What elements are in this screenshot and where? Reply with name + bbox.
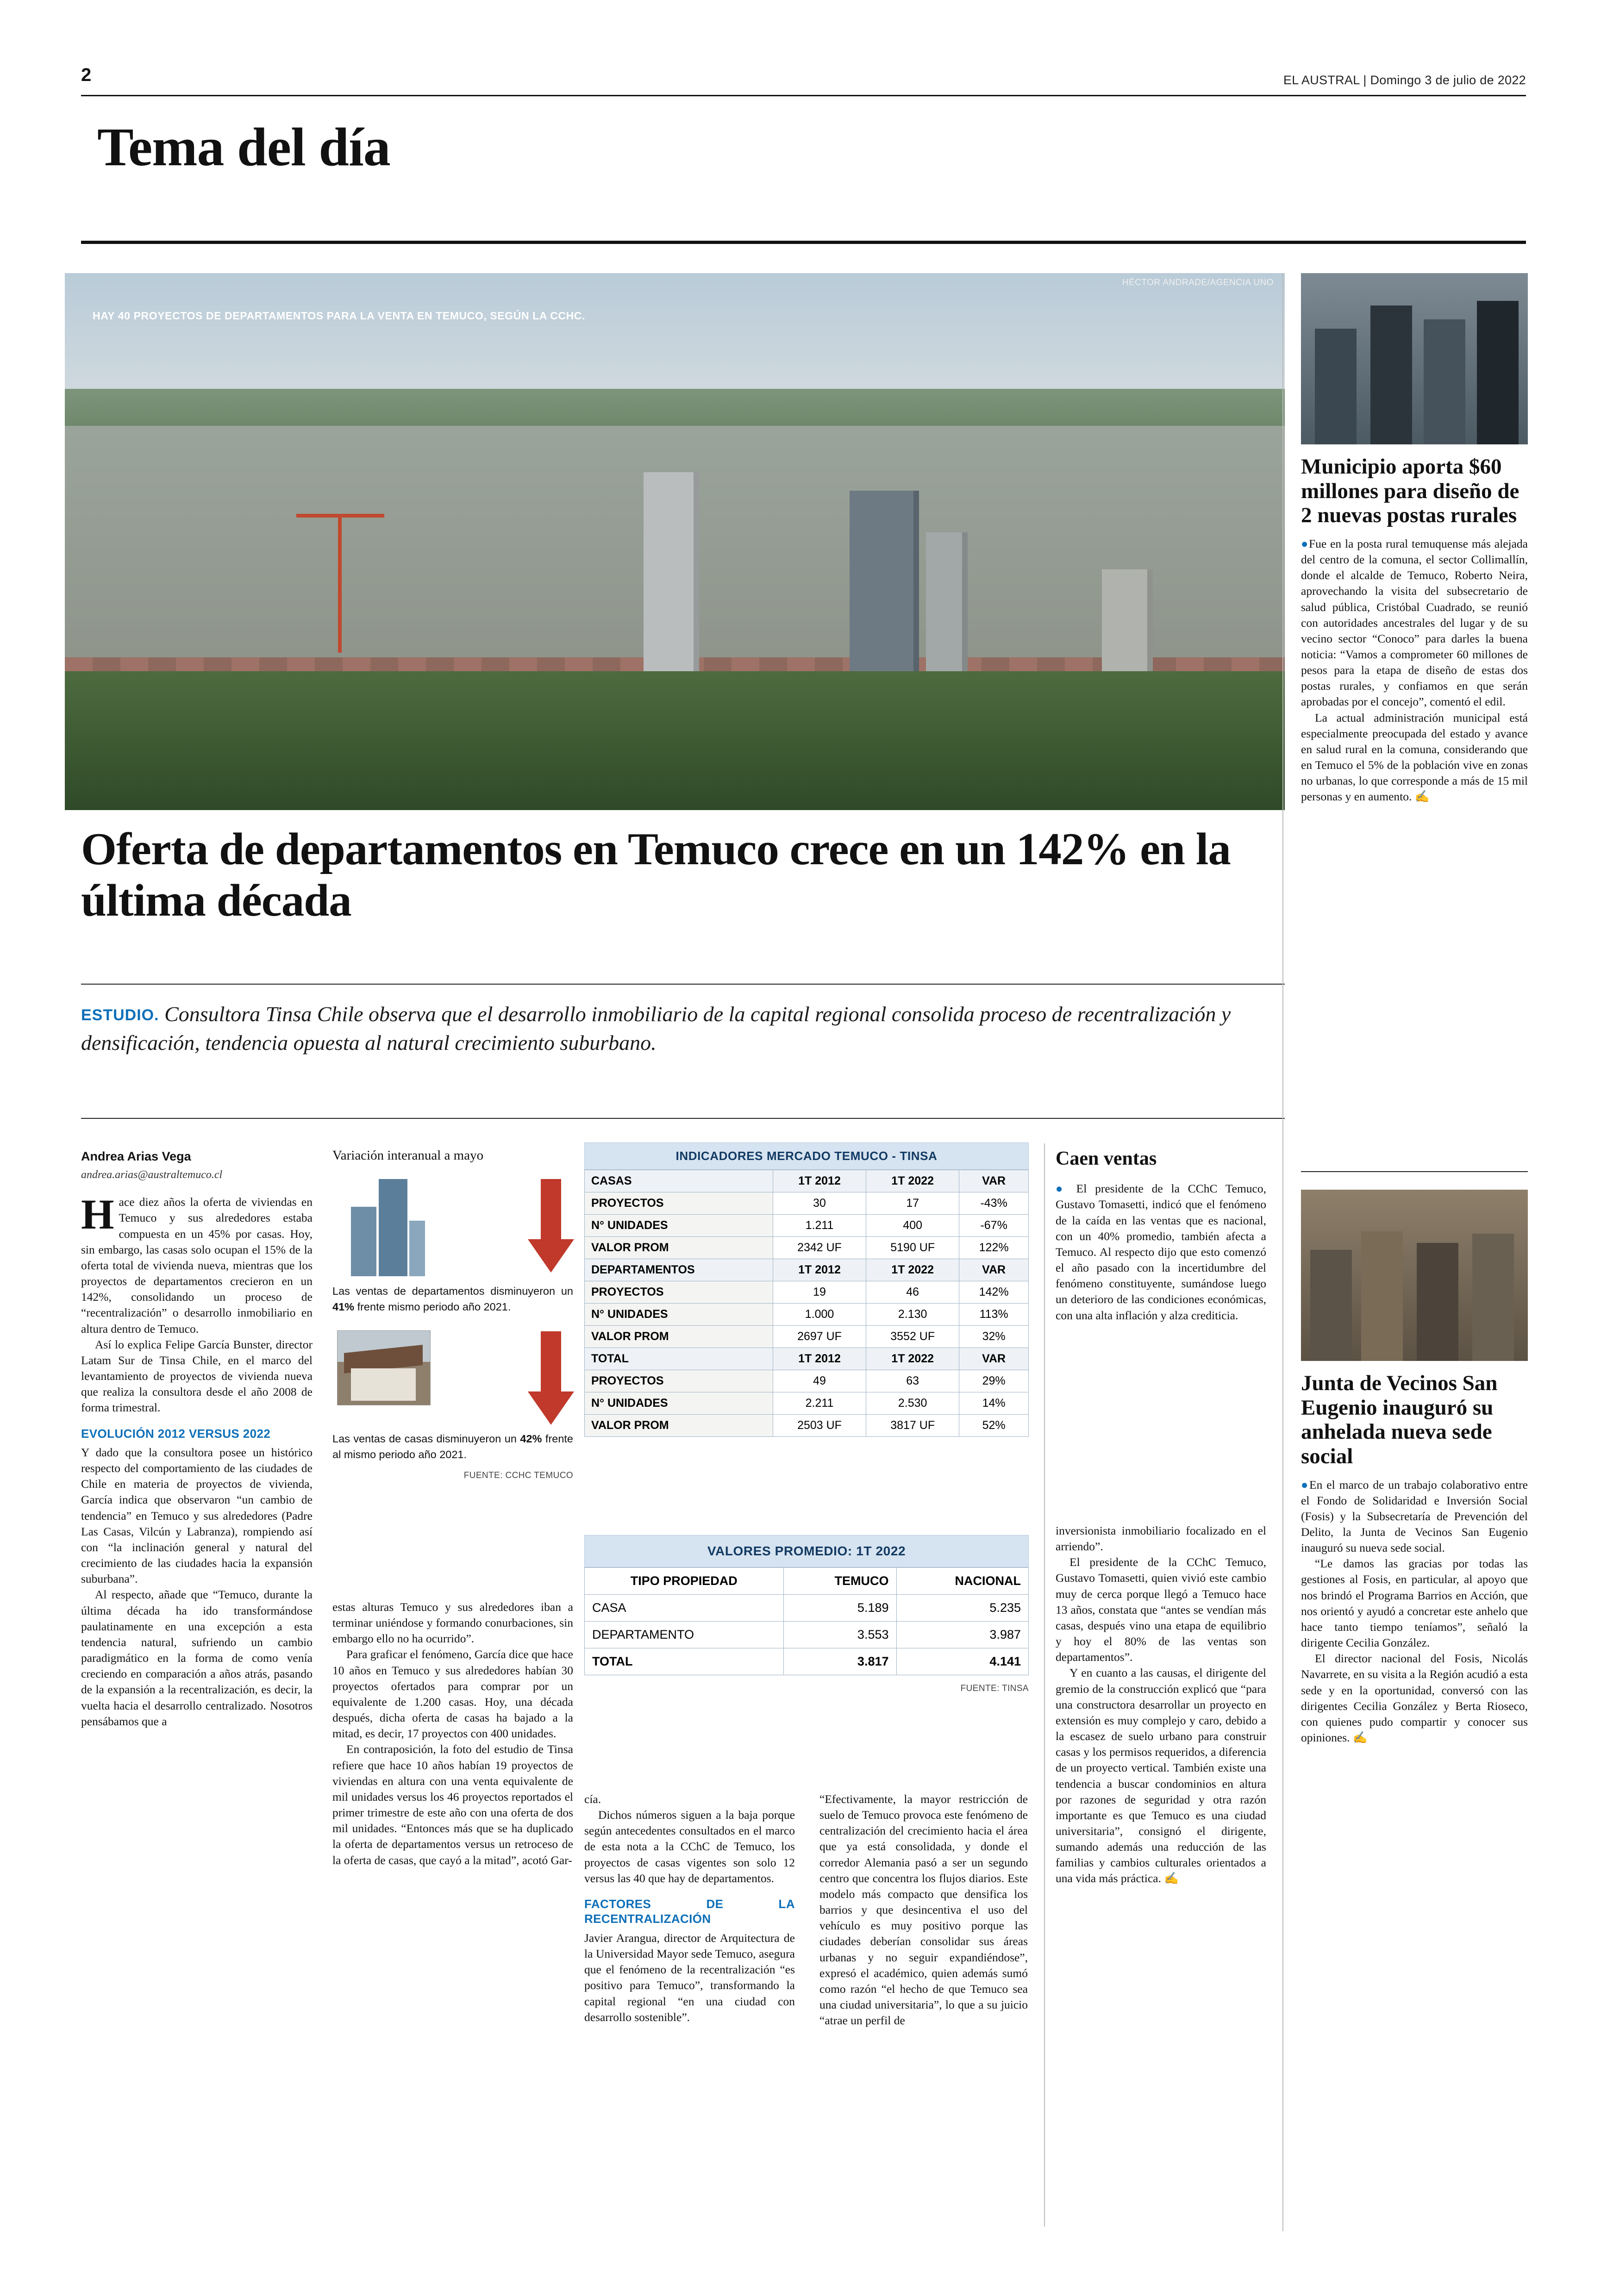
article-headline: Oferta de departamentos en Temuco crece en un 142% en la última década — [81, 824, 1231, 926]
table-header-row — [585, 1259, 1029, 1281]
column-header: VAR — [959, 1170, 1029, 1192]
article-column-5b — [1056, 1523, 1266, 1887]
article-column-4 — [819, 1791, 1028, 2028]
article-standfirst — [81, 1000, 1285, 1057]
cell: 49 — [773, 1370, 866, 1392]
paragraph: Y en cuanto a las causas, el dirigente del gremio de la construcción explicó que “para una constructora desarrollar un proyecto en extensión es muy complejo y caro, debido a la escasez de suelo urbano para construir casas y los permisos requeridos, a diferencia de un proyecto vertical. También existe una tendencia a buscar condominios en altura por razones de seguridad y otra razón importante es que Temuco es una ciudad universitaria”, consignó el dirigente, sumando además una reducción de las familias y cambios culturales orientados a una vida más práctica. ✍ — [1056, 1666, 1266, 1885]
table-row — [585, 1595, 1029, 1622]
column-header: 1T 2022 — [866, 1259, 959, 1281]
table-header-row — [585, 1568, 1029, 1595]
table-row — [585, 1392, 1029, 1415]
house-illustration — [332, 1327, 573, 1426]
sidebar-divider-h — [1301, 1171, 1528, 1172]
paragraph: ● El presidente de la CChC Temuco, Gustavo Tomasetti, indicó que el fenómeno de la caída en las ventas que es nacional, con un 40% promedio, también afecta a Temuco. Al respecto dijo que esto comenzó el año pasado con la incertidumbre del fenómeno constituyente, sumándose luego un deterioro de las condiciones económicas, con una alta inflación y alza crediticia. — [1056, 1182, 1266, 1322]
main-photo — [65, 273, 1285, 810]
cell: 4.141 — [896, 1648, 1029, 1675]
cell: 2.211 — [773, 1392, 866, 1415]
sidebar-divider — [1282, 273, 1283, 2231]
table-row — [585, 1304, 1029, 1326]
table-source: FUENTE: TINSA — [960, 1684, 1029, 1693]
sidebar-photo-1 — [1301, 273, 1528, 444]
cell: 1.000 — [773, 1304, 866, 1326]
cell: 3.553 — [783, 1622, 896, 1648]
paragraph: “Efectivamente, la mayor restricción de suelo de Temuco provoca este fenómeno de centralización del crecimiento hacia el área que ya está consolidada, y donde el corredor Alemania pasó a ser un segundo centro que concentra los flujos diarios. Este modelo más compacto que densifica los barrios y que desincentiva el uso del vehículo es muy positivo porque las ciudades deberían consolidar sus áreas urbanas y no seguir expandiéndose”, expresó el académico, quien además sumó como razón “el hecho de que Temuco sea una ciudad universitaria”, lo que a su juicio “atrae un perfil de — [819, 1792, 1028, 2028]
cell: 2697 UF — [773, 1326, 866, 1348]
cell: 46 — [866, 1281, 959, 1304]
photo-trees — [65, 671, 1285, 810]
row-label: TOTAL — [585, 1648, 784, 1675]
table-row — [585, 1326, 1029, 1348]
column-header: 1T 2022 — [866, 1348, 959, 1370]
column-header: NACIONAL — [896, 1568, 1029, 1595]
cell: 17 — [866, 1192, 959, 1215]
chart-panel — [332, 1148, 573, 1481]
cell: 3552 UF — [866, 1326, 959, 1348]
cell: -67% — [959, 1215, 1029, 1237]
article-column-2 — [332, 1599, 573, 1868]
byline: Andrea Arias Vega — [81, 1149, 191, 1163]
row-label: DEPARTAMENTO — [585, 1622, 784, 1648]
standfirst-kicker: ESTUDIO. — [81, 1006, 159, 1024]
photo-credit: HÉCTOR ANDRADE/AGENCIA UNO — [1122, 278, 1274, 287]
cell: 5.235 — [896, 1595, 1029, 1622]
row-label: PROYECTOS — [585, 1370, 773, 1392]
divider-standfirst — [81, 1118, 1285, 1119]
cell: 113% — [959, 1304, 1029, 1326]
cell: 142% — [959, 1281, 1029, 1304]
cell: 29% — [959, 1370, 1029, 1392]
row-label: N° UNIDADES — [585, 1392, 773, 1415]
paragraph: estas alturas Temuco y sus alrededores iban a terminar uniéndose y formando conurbaciones, sin embargo ello no ha ocurrido”. — [332, 1600, 573, 1646]
chart-source: FUENTE: CCHC TEMUCO — [463, 1471, 573, 1481]
row-label: N° UNIDADES — [585, 1215, 773, 1237]
paragraph: En contraposición, la foto del estudio de Tinsa refiere que hace 10 años habían 19 proyectos de viviendas en altura con una venta equivalente de mil unidades versus los 46 proyectos reportados el primer trimestre de este año con una oferta de dos mil unidades. “Entonces más que se ha duplicado la oferta de departamentos versus un retroceso de la oferta de casas, que cayó a la mitad”, acotó Gar- — [332, 1742, 573, 1867]
subheading: EVOLUCIÓN 2012 VERSUS 2022 — [81, 1426, 271, 1441]
table-indicadores — [584, 1142, 1029, 1437]
end-mark-icon: ✍ — [1352, 1731, 1368, 1744]
divider-headline — [81, 984, 1285, 985]
paragraph: inversionista inmobiliario focalizado en el arriendo”. — [1056, 1524, 1266, 1554]
bullet-icon: ● — [1301, 1478, 1309, 1491]
table-title: VALORES PROMEDIO: 1T 2022 — [584, 1535, 1029, 1567]
indicadores-table — [584, 1170, 1029, 1437]
cell: 5.189 — [783, 1595, 896, 1622]
cell: 14% — [959, 1392, 1029, 1415]
chart-note-departamentos: Las ventas de departamentos disminuyeron un 41% frente mismo periodo año 2021. — [332, 1285, 573, 1313]
photo-tower — [644, 472, 699, 690]
chart-note-casas: Las ventas de casas disminuyeron un 42% frente al mismo periodo año 2021. — [332, 1433, 574, 1461]
paragraph: Y dado que la consultora posee un histórico respecto del comportamiento de las ciudades de Chile en materia de proyectos de vivienda, García indica que observaron “un cambio de tendencia” en Temuco y sus alrededores (Padre Las Casas, Vilcún y Labranza), rompiendo así con “la inclinación general y natural del crecimiento de las ciudades hacia la expansión suburbana”. — [81, 1446, 313, 1586]
cell: 2.130 — [866, 1304, 959, 1326]
masthead: EL AUSTRAL | Domingo 3 de julio de 2022 — [1283, 73, 1526, 87]
dropcap: H — [81, 1191, 114, 1238]
table-title: INDICADORES MERCADO TEMUCO - TINSA — [584, 1142, 1029, 1170]
photo-caption: HAY 40 PROYECTOS DE DEPARTAMENTOS PARA LA VENTA EN TEMUCO, SEGÚN LA CCHC. — [93, 310, 586, 322]
table-row — [585, 1370, 1029, 1392]
column-header: VAR — [959, 1348, 1029, 1370]
cell: 2503 UF — [773, 1415, 866, 1437]
table-row — [585, 1648, 1029, 1675]
page-title: Tema del día — [97, 117, 390, 177]
photo-crane — [338, 514, 342, 653]
column-header: VAR — [959, 1259, 1029, 1281]
byline-email: andrea.arias@australtemuco.cl — [81, 1169, 223, 1181]
cell: 3.987 — [896, 1622, 1029, 1648]
sidebar-story-2 — [1301, 1190, 1528, 1746]
sidebar-photo-2 — [1301, 1190, 1528, 1361]
paragraph: Para graficar el fenómeno, García dice que hace 10 años en Temuco y sus alrededores habían 30 proyectos ofertados para comprar por un equivalente de 1.200 casas. Hoy, una década después, dicha oferta de casas ha bajado a la mitad, es decir, 17 proyectos con 400 unidades. — [332, 1647, 573, 1741]
group-label: CASAS — [585, 1170, 773, 1192]
cell: -43% — [959, 1192, 1029, 1215]
row-label: VALOR PROM — [585, 1237, 773, 1259]
article-column-1 — [81, 1148, 313, 1729]
chart-title: Variación interanual a mayo — [332, 1148, 484, 1163]
table-row — [585, 1281, 1029, 1304]
divider-top — [81, 95, 1526, 96]
cell: 1.211 — [773, 1215, 866, 1237]
photo-tower — [926, 532, 968, 690]
bullet-icon: ● — [1056, 1182, 1068, 1196]
cell: 400 — [866, 1215, 959, 1237]
table-row — [585, 1237, 1029, 1259]
table-header-row — [585, 1170, 1029, 1192]
article-column-3 — [584, 1791, 795, 2025]
paragraph: Dichos números siguen a la baja porque según antecedentes consultados en el marco de esta nota a la CChC de Temuco, los proyectos de casas vigentes son solo 12 versus las 40 que hay de departamentos. — [584, 1808, 795, 1885]
bullet-icon: ● — [1301, 537, 1309, 550]
valores-table — [584, 1567, 1029, 1675]
row-label: PROYECTOS — [585, 1192, 773, 1215]
column-divider — [1044, 1143, 1045, 2227]
photo-tower — [850, 491, 919, 690]
row-label: PROYECTOS — [585, 1281, 773, 1304]
group-label: DEPARTAMENTOS — [585, 1259, 773, 1281]
sidebar-body-2: ●En el marco de un trabajo colaborativo entre el Fondo de Solidaridad e Inversión Social (Fosis) y la Subsecretaría de Prevención del Delito, la Junta de Vecinos San Eugenio inauguró su nueva sede social. “Le damos las gracias por todas las gestiones al Fosis, en particular, al apoyo que nos brindó el Programa Barrios en Acción, que nos orientó y ayudó a concretar este anhelo que hace tanto tiempo teníamos”, señaló la dirigente Cecilia González. El director nacional del Fosis, Nicolás Navarrete, en su visita a la Región acudió a esta sede y en la oportunidad, conversó con las dirigentes Cecilia González y Berta Rioseco, con quienes pudo compartir y conocer sus opiniones. ✍ — [1301, 1478, 1528, 1744]
column-header: 1T 2012 — [773, 1259, 866, 1281]
row-label: VALOR PROM — [585, 1326, 773, 1348]
cell: 5190 UF — [866, 1237, 959, 1259]
column-header: 1T 2012 — [773, 1170, 866, 1192]
column-header: TIPO PROPIEDAD — [585, 1568, 784, 1595]
cell: 30 — [773, 1192, 866, 1215]
cell: 2.530 — [866, 1392, 959, 1415]
paragraph: Javier Arangua, director de Arquitectura de la Universidad Mayor sede Temuco, asegura que el fenómeno de la recentralización “es positivo para Temuco”, transformando la capital regional “en una ciudad con desarrollo sostenible”. — [584, 1931, 795, 2024]
article-column-5 — [1056, 1146, 1266, 1323]
table-valores-promedio — [584, 1535, 1029, 1694]
cell: 19 — [773, 1281, 866, 1304]
cell: 32% — [959, 1326, 1029, 1348]
building-illustration — [332, 1170, 573, 1279]
column-header: TEMUCO — [783, 1568, 896, 1595]
row-label: N° UNIDADES — [585, 1304, 773, 1326]
paragraph: Al respecto, añade que “Temuco, durante la última década ha ido transformándose paulatinamente en una excepción a esta tendencia natural, sufriendo un cambio paradigmático en la forma de como venía creciendo en comparación a años atrás, pasando de la expansión a la recentralización, es decir, la vuelta hacia el desarrollo centralizado. Nosotros pensábamos que a — [81, 1588, 313, 1728]
cell: 2342 UF — [773, 1237, 866, 1259]
table-header-row — [585, 1348, 1029, 1370]
table-row — [585, 1415, 1029, 1437]
sidebar-headline-1: Municipio aporta $60 millones para diseño de 2 nuevas postas rurales — [1301, 455, 1519, 528]
paragraph: Así lo explica Felipe García Bunster, director Latam Sur de Tinsa Chile, en el marco del levantamiento de proyectos de vivienda nueva que realiza la consultora desde el año 2008 de forma trimestral. — [81, 1337, 313, 1415]
end-mark-icon: ✍ — [1414, 790, 1430, 804]
table-row — [585, 1622, 1029, 1648]
paragraph: El presidente de la CChC Temuco, Gustavo Tomasetti, quien vivió este cambio muy de cerca porque llegó a Temuco hace 13 años, constata que “antes se vendían más casas, después vino una etapa de equilibrio y hoy el 80% de las ventas son departamentos”. — [1056, 1555, 1266, 1664]
end-mark-icon: ✍ — [1164, 1872, 1179, 1885]
subheading: FACTORES DE LA RECENTRALIZACIÓN — [584, 1897, 795, 1926]
cell: 52% — [959, 1415, 1029, 1437]
sidebar-heading-caen-ventas: Caen ventas — [1056, 1148, 1157, 1169]
cell: 122% — [959, 1237, 1029, 1259]
standfirst-text: Consultora Tinsa Chile observa que el desarrollo inmobiliario de la capital regional consolida proceso de recentralización y densificación, tendencia opuesta al natural crecimiento suburbano. — [81, 1002, 1231, 1055]
building-graphic — [346, 1174, 425, 1274]
sidebar-story-1 — [1301, 273, 1528, 805]
paragraph: Hace diez años la oferta de viviendas en Temuco y sus alrededores estaba compuesta en un 45% por casas. Hoy, sin embargo, las casas solo ocupan el 15% de la oferta total de vivienda nueva, mientras que los proyectos de departamentos crecieron en un 142%, consolidando un proceso de “recentralización” o desarrollo inmobiliario en altura dentro de Temuco. — [81, 1191, 313, 1335]
table-row — [585, 1192, 1029, 1215]
column-header: 1T 2022 — [866, 1170, 959, 1192]
divider-under-title — [81, 241, 1526, 244]
cell: 3.817 — [783, 1648, 896, 1675]
group-label: TOTAL — [585, 1348, 773, 1370]
table-row — [585, 1215, 1029, 1237]
cell: 3817 UF — [866, 1415, 959, 1437]
row-label: CASA — [585, 1595, 784, 1622]
column-header: 1T 2012 — [773, 1348, 866, 1370]
sidebar-headline-2: Junta de Vecinos San Eugenio inauguró su anhelada nueva sede social — [1301, 1371, 1498, 1468]
page-number: 2 — [81, 65, 92, 85]
row-label: VALOR PROM — [585, 1415, 773, 1437]
cell: 63 — [866, 1370, 959, 1392]
paragraph: cía. — [584, 1792, 601, 1806]
sidebar-body-1: ●Fue en la posta rural temuquense más alejada del centro de la comuna, el sector Collimallín, donde el alcalde de Temuco, Roberto Neira, aprovechando la visita del subsecretario de salud pública, Cristóbal Cuadrado, se reunió con autoridades ancestrales del lugar y de su vecino sector “Conoco” para darles la buena noticia: “Vamos a comprometer 60 millones de pesos para la etapa de diseño de estas dos postas rurales, y confiamos en que serán aprobadas por el concejo”, comentó el edil. La actual administración municipal está especialmente preocupada del estado y avance en salud rural en la comuna, considerando que en Temuco el 5% de la población vive en zonas no urbanas, lo que corresponde a más de 15 mil personas y en aumento. ✍ — [1301, 537, 1528, 804]
